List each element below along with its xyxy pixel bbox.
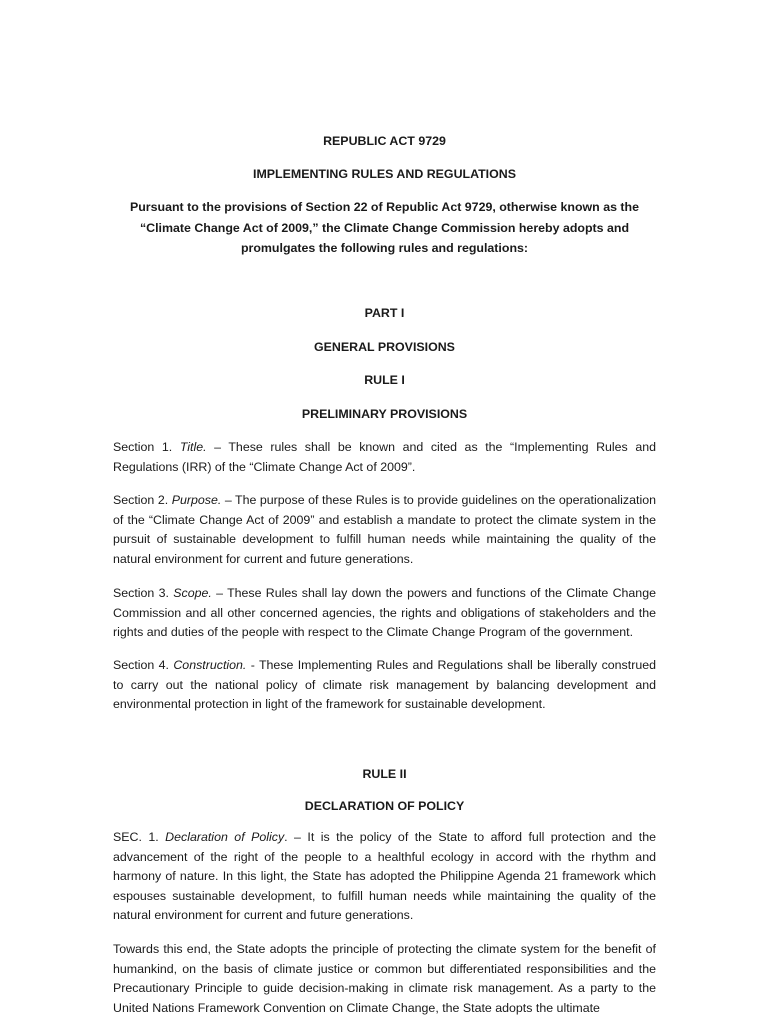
section-1-body: – These rules shall be known and cited as the “Implementing Rules and Regulations (IRR) of the “Climate Change Act of 2009”. bbox=[113, 440, 656, 474]
rule-2-section-1-heading: Declaration of Policy bbox=[165, 830, 285, 844]
section-4 bbox=[113, 656, 656, 715]
section-2-heading: Purpose. bbox=[171, 493, 222, 507]
section-1-heading: Title. bbox=[179, 440, 207, 454]
section-4-body: - These Implementing Rules and Regulations shall be liberally construed to carry out the national policy of climate risk management by balancing development and environmental protection in light of the framework for sustainable development. bbox=[113, 658, 656, 712]
act-title: REPUBLIC ACT 9729 bbox=[323, 134, 446, 148]
part-label: PART I bbox=[364, 306, 405, 320]
section-1 bbox=[113, 438, 656, 477]
rule-2-section-1-body: . – It is the policy of the State to afford full protection and the advancement of the right of the people to a healthful ecology in accord with the rhythm and harmony of nature. In this light, the State has adopted the Philippine Agenda 21 framework which espouses sustainable development, to fulfill human needs while maintaining the quality of the natural environment for current and future generations. bbox=[113, 830, 656, 923]
section-3 bbox=[113, 584, 656, 643]
irr-title: IMPLEMENTING RULES AND REGULATIONS bbox=[253, 167, 516, 181]
preamble: Pursuant to the provisions of Section 22 of Republic Act 9729, otherwise known as the “Climate Change Act of 2009,” the Climate Change Commission hereby adopts and promulgates the following rules and regulations: bbox=[129, 200, 640, 255]
section-3-heading: Scope. bbox=[173, 586, 212, 600]
section-4-prefix: Section 4. bbox=[113, 658, 174, 672]
section-3-body: – These Rules shall lay down the powers and functions of the Climate Change Commission and all other concerned agencies, the rights and obligations of stakeholders and the rights and duties of the people with respect to the Climate Change Program of the government. bbox=[113, 586, 656, 640]
part-title: GENERAL PROVISIONS bbox=[314, 340, 455, 354]
rule-title: PRELIMINARY PROVISIONS bbox=[301, 407, 468, 421]
section-2 bbox=[113, 491, 656, 569]
rule-2-paragraph: Towards this end, the State adopts the principle of protecting the climate system for the benefit of humankind, on the basis of climate justice or common but differentiated responsibilities and the Precautionary Principle to guide decision-making in climate risk management. As a party to the United Nations Framework Convention on Climate Change, the State adopts the ultimate bbox=[113, 942, 656, 1015]
rule-label: RULE I bbox=[364, 373, 405, 387]
section-4-heading: Construction. bbox=[173, 658, 247, 672]
document-page bbox=[113, 0, 656, 1024]
rule-2-section-1 bbox=[113, 828, 656, 926]
section-3-prefix: Section 3. bbox=[113, 586, 174, 600]
rule-2-label: RULE II bbox=[362, 767, 407, 781]
section-1-prefix: Section 1. bbox=[113, 440, 180, 454]
rule-2-section-1-prefix: SEC. 1. bbox=[113, 830, 166, 844]
section-2-body: – The purpose of these Rules is to provide guidelines on the operationalization of the “Climate Change Act of 2009” and establish a mandate to protect the climate system in the pursuit of sustainable development to fulfill human needs while maintaining the quality of the natural environment for current and future generations. bbox=[113, 493, 656, 566]
section-2-prefix: Section 2. bbox=[113, 493, 172, 507]
rule-2-title: DECLARATION OF POLICY bbox=[304, 799, 465, 813]
